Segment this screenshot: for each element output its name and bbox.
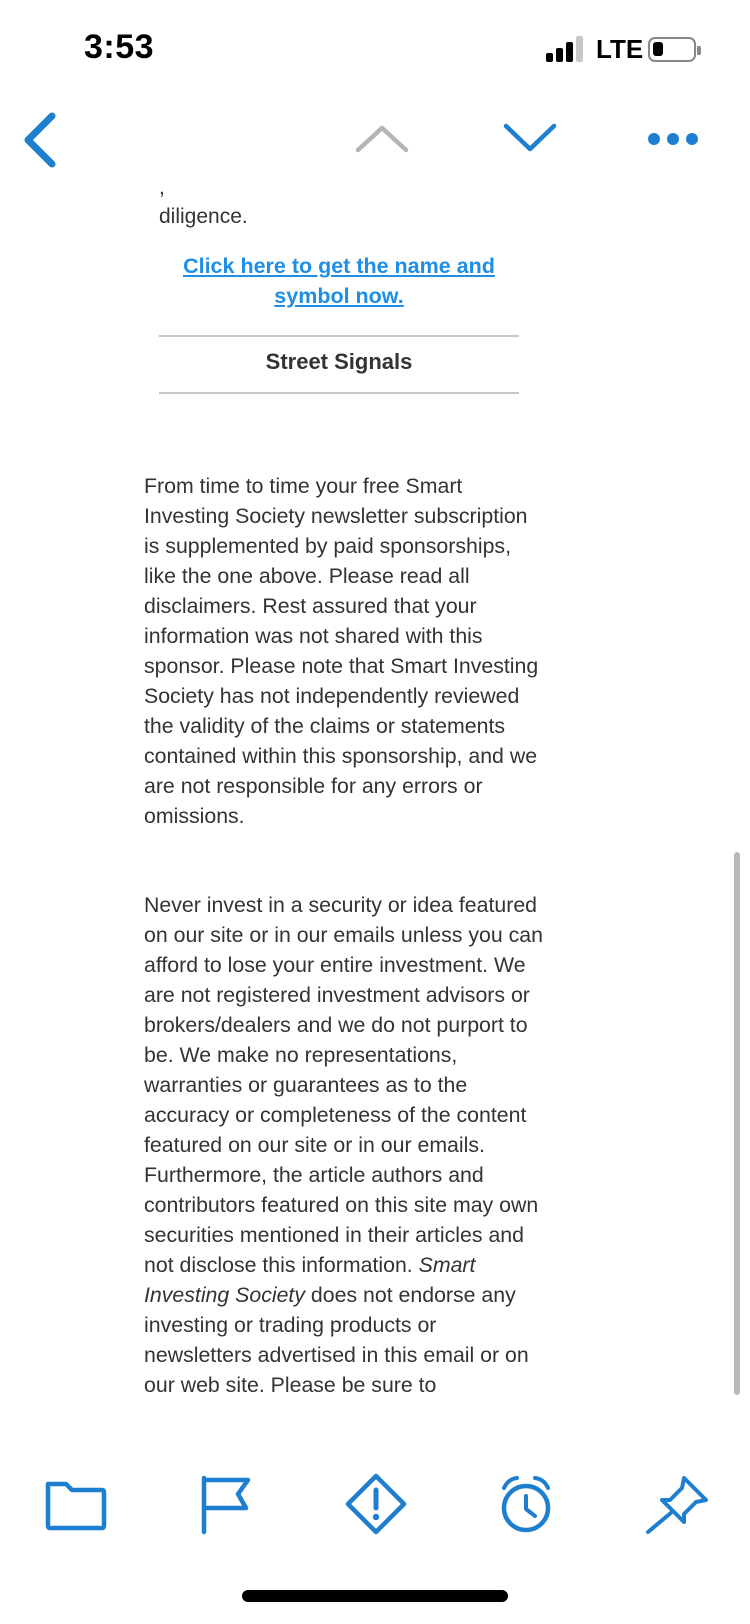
publisher-name: Smart Investing Society: [144, 1253, 476, 1307]
spam-icon: [340, 1472, 412, 1536]
status-time: 3:53: [84, 28, 155, 66]
chevron-up-icon: [352, 120, 412, 160]
snooze-icon: [490, 1472, 562, 1536]
clipped-text-fragment: ,: [159, 176, 165, 199]
chevron-down-icon: [500, 118, 560, 158]
pin-icon: [640, 1472, 712, 1536]
more-options-button[interactable]: [644, 124, 704, 154]
previous-message-button[interactable]: [352, 120, 412, 160]
battery-icon: [648, 37, 696, 62]
paragraph-ending: diligence.: [159, 205, 248, 228]
back-button[interactable]: [14, 110, 74, 170]
status-bar: [0, 0, 750, 96]
sponsorship-disclaimer: From time to time your free Smart Investing Society newsletter subscription is supplemented by paid sponsorships, like the one above. Please read all disclaimers. Rest assured that your information was not shared with this sponsor. Please note that Smart Investing Society has not independently reviewed the validity of the claims or statements contained within this sponsorship, and we are not responsible for any errors or omissions.: [144, 474, 539, 828]
signal-icon: [546, 36, 586, 62]
next-message-button[interactable]: [500, 118, 560, 158]
bottom-toolbar: [0, 1444, 750, 1556]
network-type: LTE: [596, 34, 644, 64]
folder-icon: [40, 1472, 112, 1536]
divider: [159, 335, 519, 337]
scrollbar[interactable]: [734, 852, 740, 1395]
disclaimer-text: does not endorse any investing or trading products or newsletters advertised in this email or on our web site. Please be sure to: [144, 1283, 529, 1397]
home-indicator[interactable]: [242, 1590, 508, 1602]
report-spam-button[interactable]: [340, 1472, 412, 1536]
snooze-button[interactable]: [490, 1472, 562, 1536]
divider: [159, 392, 519, 394]
mail-nav-bar: [0, 96, 750, 188]
get-symbol-link[interactable]: Click here to get the name and symbol now.: [183, 254, 495, 308]
flag-icon: [192, 1472, 264, 1536]
investment-disclaimer: [144, 890, 544, 1400]
email-body[interactable]: [0, 176, 740, 1444]
disclaimer-text: Never invest in a security or idea featured on our site or in our emails unless you can afford to lose your entire investment. We are not registered investment advisors or brokers/dealers and we do not purport to be. We make no representations, warranties or guarantees as to the accuracy or completeness of the content featured on our site or in our emails. Furthermore, the article authors and contributors featured on this site may own securities mentioned in their articles and not disclose this information.: [144, 893, 543, 1277]
section-title: Street Signals: [265, 349, 413, 374]
pin-button[interactable]: [640, 1472, 712, 1536]
flag-button[interactable]: [192, 1472, 264, 1536]
ellipsis-icon: [644, 124, 704, 154]
move-to-folder-button[interactable]: [40, 1472, 112, 1536]
chevron-left-icon: [14, 110, 74, 170]
